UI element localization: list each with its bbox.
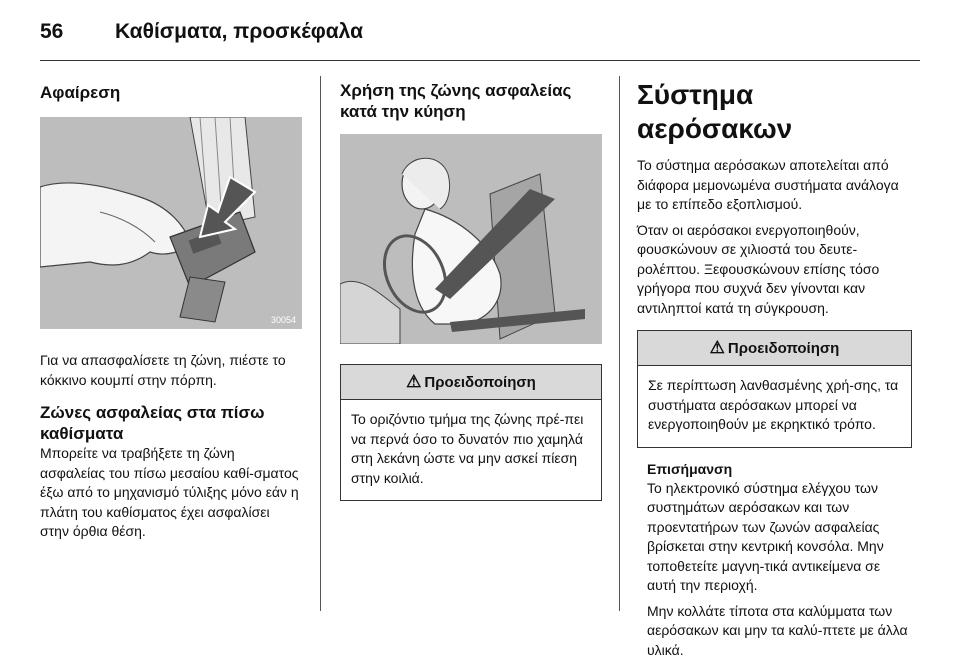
header-rule xyxy=(40,60,920,61)
warning-triangle-icon: ⚠ xyxy=(406,372,421,392)
chapter-title: Καθίσματα, προσκέφαλα xyxy=(115,20,363,44)
warning-body xyxy=(638,366,911,447)
warning-box xyxy=(340,364,602,501)
column-divider-1 xyxy=(320,76,321,611)
rear-seat-belts-text: Μπορείτε να τραβήξετε τη ζώνη ασφαλείας του πίσω μεσαίου καθί-σματος έξω από το μηχανισμό τύλιξης μόνο εάν η πλάτη του καθίσματος έχει ασφαλίσει στην όρθια θέση. xyxy=(40,444,302,542)
airbag-deploy-text: Όταν οι αερόσακοι ενεργοποιηθούν, φουσκώνουν σε χιλιοστά του δευτε-ρολέπτου. Ξεφουσκώνουν επίσης τόσο γρήγορα που συχνά δεν γίνονται καν αντιληπτοί κατά τη σύγκρουση. xyxy=(637,221,912,319)
notice-text: Το ηλεκτρονικό σύστημα ελέγχου των συστημάτων αερόσακων και των προεντατήρων των ζωνών ασφαλείας βρίσκεται στην κεντρική κονσόλα. Μην τοποθετείτε μαγνη-τικά αντικείμενα σε αυτή την περιοχή. xyxy=(647,479,912,596)
warning-triangle-icon: ⚠ xyxy=(710,338,725,358)
notice-title: Επισήμανση xyxy=(647,460,912,479)
buckle-illustration-svg xyxy=(40,117,302,329)
column-divider-2 xyxy=(619,76,620,611)
column-3 xyxy=(637,76,912,660)
warning-text: Σε περίπτωση λανθασμένης χρή-σης, τα συστήματα αερόσακων μπορεί να ενεργοποιηθούν με εκρηκτικό τρόπο. xyxy=(648,376,901,435)
removal-heading: Αφαίρεση xyxy=(40,82,302,103)
warning-title: Προειδοποίηση xyxy=(424,374,535,391)
buckle-release-illustration xyxy=(40,117,302,329)
airbag-intro-text: Το σύστημα αερόσακων αποτελείται από διάφορα μεμονωμένα συστήματα ανάλογα με το επίπεδο εξοπλισμού. xyxy=(637,156,912,215)
page-number: 56 xyxy=(40,20,63,44)
removal-text: Για να απασφαλίσετε τη ζώνη, πιέστε το κόκκινο κουμπί στην πόρπη. xyxy=(40,351,302,390)
pregnancy-heading: Χρήση της ζώνης ασφαλείας κατά την κύηση xyxy=(340,80,602,122)
warning-body xyxy=(341,400,601,500)
warning-text: Το οριζόντιο τμήμα της ζώνης πρέ-πει να περνά όσο το δυνατόν πιο χαμηλά στη λεκάνη ώστε να μην ασκεί πίεση στην κοιλιά. xyxy=(351,410,591,488)
column-2 xyxy=(340,76,602,501)
warning-box xyxy=(637,330,912,448)
cover-text: Μην κολλάτε τίποτα στα καλύμματα των αερόσακων και μην τα καλύ-πτετε με άλλα υλικά. xyxy=(647,602,912,660)
warning-title: Προειδοποίηση xyxy=(728,340,839,357)
pregnant-driver-illustration xyxy=(340,134,602,344)
warning-header xyxy=(638,331,911,366)
pregnant-driver-svg xyxy=(340,134,602,344)
warning-header xyxy=(341,365,601,400)
column-1 xyxy=(40,76,302,542)
rear-seat-belts-heading: Ζώνες ασφαλείας στα πίσω καθίσματα xyxy=(40,402,302,444)
figure-number: 30054 xyxy=(271,315,296,325)
notice-block xyxy=(637,460,912,660)
airbag-system-heading: Σύστημα αερόσακων xyxy=(637,78,912,146)
page-header xyxy=(40,12,920,52)
